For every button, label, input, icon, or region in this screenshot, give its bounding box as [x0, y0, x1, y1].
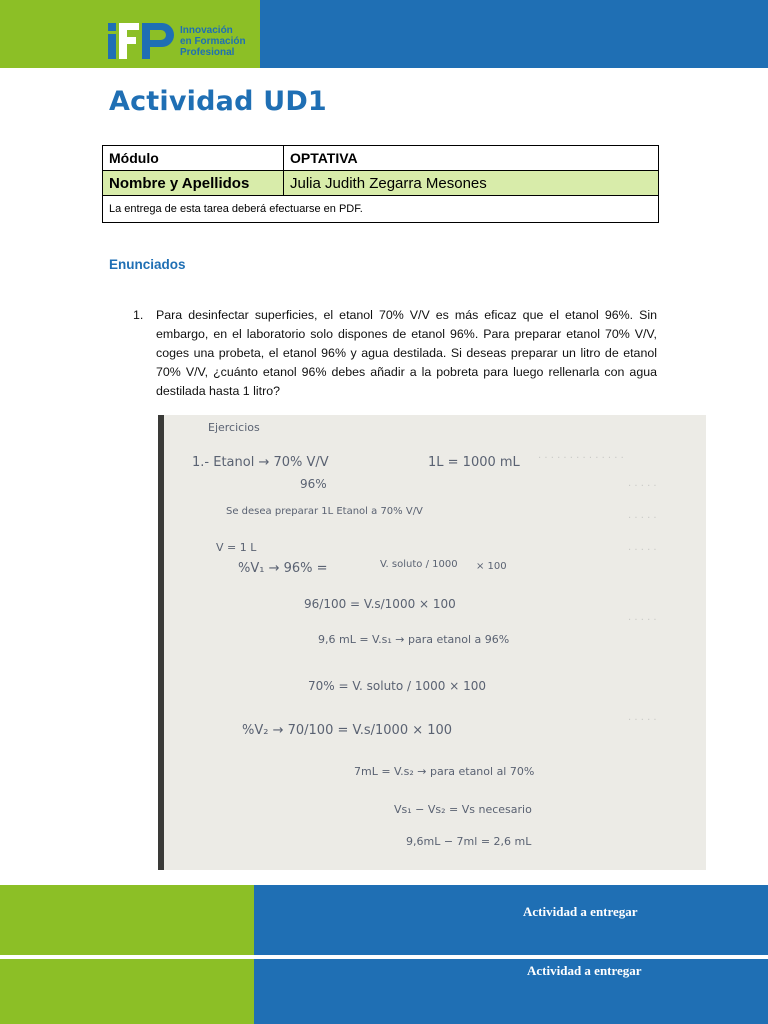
footer-blue-band-1: [254, 885, 768, 955]
footer-label-2: Actividad a entregar: [527, 963, 642, 978]
hw-line-pv2: %V₂ → 70/100 = V.s/1000 × 100: [242, 723, 453, 738]
bleed-through: · · · · ·: [628, 615, 657, 626]
bleed-through: · · · · ·: [628, 481, 657, 492]
nombre-value: Julia Judith Zegarra Mesones: [284, 171, 659, 196]
section-title: Enunciados: [109, 257, 186, 272]
photo-edge-shadow: [158, 415, 164, 870]
hw-line-etanol: 1.- Etanol → 70% V/V: [192, 455, 329, 470]
hw-line-96: 96%: [300, 477, 327, 491]
modulo-value: OPTATIVA: [284, 146, 659, 171]
footer-green-band-2: [0, 959, 254, 1024]
table-row-nombre: [103, 171, 659, 196]
header-blue-band: [260, 0, 768, 68]
ifp-logo: [108, 20, 246, 62]
hw-line-9-6: 9,6 mL = V.s₁ → para etanol a 96%: [318, 633, 510, 646]
hw-line-70: 70% = V. soluto / 1000 × 100: [308, 679, 487, 693]
hw-line-96-100: 96/100 = V.s/1000 × 100: [304, 597, 456, 611]
bleed-through: · · · · ·: [628, 715, 657, 726]
hw-heading: Ejercicios: [208, 421, 260, 434]
hw-line-vs-diff: Vs₁ − Vs₂ = Vs necesario: [394, 803, 532, 816]
entrega-note: La entrega de esta tarea deberá efectuarse en PDF.: [103, 196, 659, 223]
logo-line-1: Innovación: [180, 24, 233, 36]
handwritten-solution-photo: [158, 415, 706, 870]
ifp-logo-mark-icon: [108, 21, 174, 61]
bleed-through: · · · · ·: [628, 545, 657, 556]
footer-green-band-1: [0, 885, 254, 955]
bleed-through: · · · · · · · · · · · · · ·: [538, 453, 624, 464]
modulo-label: Módulo: [103, 146, 284, 171]
footer-blue-band-2: [254, 959, 768, 1024]
bleed-through: · · · · ·: [628, 513, 657, 524]
question-number: 1.: [133, 308, 144, 322]
hw-line-result: 9,6mL − 7ml = 2,6 mL: [406, 835, 532, 848]
question-item: [133, 306, 657, 401]
hw-line-pv1-x100: × 100: [476, 561, 507, 572]
hw-line-litro: 1L = 1000 mL: [428, 455, 520, 470]
hw-line-volume: V = 1 L: [216, 541, 257, 554]
hw-line-desea: Se desea preparar 1L Etanol a 70% V/V: [226, 506, 423, 517]
logo-line-2: en Formación: [180, 35, 246, 47]
table-row-modulo: [103, 146, 659, 171]
footer-label-1: Actividad a entregar: [523, 904, 638, 919]
logo-text: [180, 25, 246, 58]
logo-line-3: Profesional: [180, 46, 235, 58]
hw-line-pv1: %V₁ → 96% =: [238, 561, 328, 576]
question-text: Para desinfectar superficies, el etanol 70% V/V es más eficaz que el etanol 96%. Sin embargo, en el laboratorio solo dispones de etanol 96%. Para preparar etanol 70% V/V, coges una probeta, el etanol 96% y agua destilada. Si deseas preparar un litro de etanol 70% V/V, ¿cuánto etanol 96% debes añadir a la pobreta para luego rellenarla con agua destilada hasta 1 litro?: [156, 308, 657, 398]
info-table: [102, 145, 659, 223]
table-row-nota: [103, 196, 659, 223]
nombre-label: Nombre y Apellidos: [103, 171, 284, 196]
hw-line-7ml: 7mL = V.s₂ → para etanol al 70%: [354, 765, 535, 778]
hw-line-pv1-frac: V. soluto / 1000: [380, 559, 458, 570]
page-title: Actividad UD1: [109, 86, 327, 117]
